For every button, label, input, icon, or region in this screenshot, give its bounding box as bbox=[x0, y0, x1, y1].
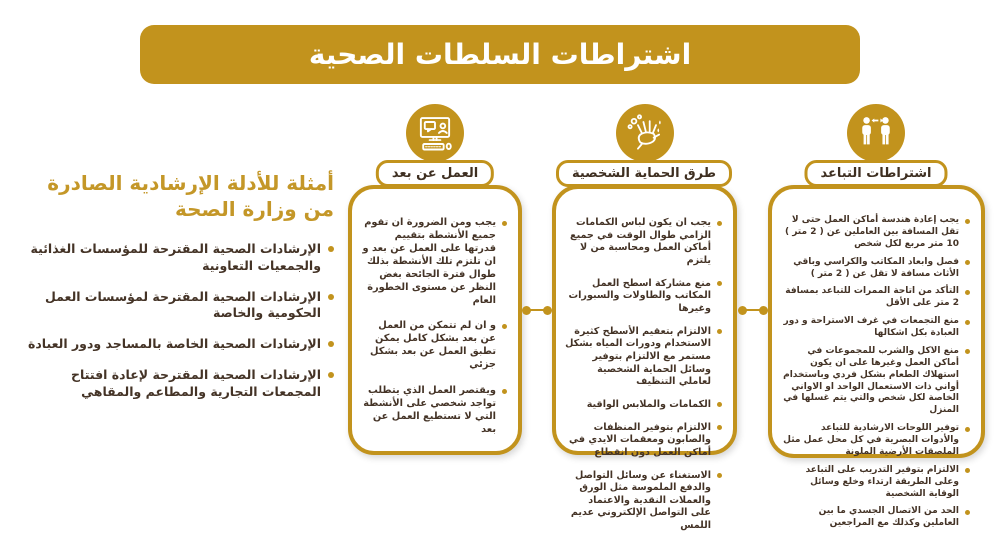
personal-protection-item-text: الاستغناء عن وسائل التواصل والدفع الملموسة مثل الورق والعملات النقدية والاعتماد على التواصل الإلكتروني عديم اللمس bbox=[570, 469, 711, 532]
personal-protection-box bbox=[552, 185, 737, 532]
distancing-item-text: يجب إعادة هندسة أماكن العمل حتى لا تقل المسافة بين العاملين عن ( 2 متر ) 10 متر مربع لكل شخص bbox=[784, 215, 959, 249]
distancing-item bbox=[781, 465, 970, 501]
personal-protection-item-text: يجب ان يكون لباس الكمامات الزامي طوال الوقت في جميع أماكن العمل ومحاسبة من لا يلتزم bbox=[570, 217, 711, 266]
personal-protection-item-text: الالتزام بتعقيم الأسطح كثيرة الاستخدام ودورات المياه بشكل مستمر مع الالتزام بتوفير وسائل الحماية الشخصية لعاملي التنظيف bbox=[565, 325, 711, 388]
bullet-dot-icon bbox=[965, 510, 970, 515]
guideline-item bbox=[14, 289, 334, 323]
remote-work-item bbox=[361, 385, 507, 437]
distancing-item-text: الحد من الاتصال الجسدي ما بين العاملين وكذلك مع المراجعين bbox=[818, 506, 959, 529]
social-distancing-icon bbox=[847, 104, 905, 162]
bullet-dot-icon bbox=[328, 294, 334, 300]
bullet-dot-icon bbox=[328, 372, 334, 378]
distancing-item bbox=[781, 506, 970, 530]
connector-line bbox=[738, 305, 768, 315]
guideline-item bbox=[14, 241, 334, 275]
distancing-item bbox=[781, 215, 970, 251]
guideline-item-text: الإرشادات الصحية المقترحة لإعادة افتتاح المجمعات التجارية والمطاعم والمقاهي bbox=[71, 367, 321, 400]
distancing-item bbox=[781, 346, 970, 417]
guideline-item-text: الإرشادات الصحية المقترحة للمؤسسات الغذائية والجمعيات التعاونية bbox=[30, 240, 321, 273]
main-title: اشتراطات السلطات الصحية bbox=[308, 38, 692, 71]
distancing-label: اشتراطات التباعد bbox=[820, 166, 932, 181]
distancing-item bbox=[781, 257, 970, 281]
bullet-dot-icon bbox=[717, 473, 722, 478]
bullet-dot-icon bbox=[965, 290, 970, 295]
hand-washing-icon bbox=[616, 104, 674, 162]
guideline-item bbox=[14, 336, 334, 353]
remote-work-item-text: ويقتصر العمل الذي يتطلب تواجد شخصي على الأنشطة التي لا تستطيع العمل عن بعد bbox=[363, 385, 496, 435]
bullet-dot-icon bbox=[965, 260, 970, 265]
personal-protection-label: طرق الحماية الشخصية bbox=[571, 166, 717, 181]
remote-work-label: العمل عن بعد bbox=[391, 166, 479, 181]
bullet-dot-icon bbox=[717, 221, 722, 226]
personal-protection-item bbox=[565, 470, 722, 533]
connector-dot-icon bbox=[543, 306, 552, 315]
personal-protection-item bbox=[565, 278, 722, 316]
remote-work-item bbox=[361, 320, 507, 372]
guideline-item-text: الإرشادات الصحية المقترحة لمؤسسات العمل الحكومية والخاصة bbox=[44, 288, 321, 321]
guideline-item bbox=[14, 367, 334, 401]
distancing-item-text: توفير اللوحات الارشادية للتباعد والأدوات البصرية في كل محل عمل مثل الملصقات الأرضية الملونة bbox=[783, 423, 959, 457]
bullet-dot-icon bbox=[328, 341, 334, 347]
distancing-item-text: فصل وابعاد المكاتب والكراسي وباقي الأثاث مسافة لا تقل عن ( 2 متر ) bbox=[793, 256, 959, 279]
connector-dot-icon bbox=[759, 306, 768, 315]
remote-work-monitor-icon bbox=[406, 104, 464, 162]
personal-protection-item-text: الالتزام بتوفير المنظفات والصابون ومعقمات الايدي في أماكن العمل دون انقطاع bbox=[569, 421, 711, 458]
distancing-item bbox=[781, 423, 970, 459]
personal-protection-item-text: منع مشاركة اسطح العمل المكاتب والطاولات والسبورات وغيرها bbox=[568, 277, 711, 314]
remote-work-item-text: يجب ومن الضرورة ان تقوم جميع الأنشطة بتقييم قدرتها على العمل عن بعد و ان تلتزم تلك الأنشطة بذلك طوال فترة الجائحة بغض النظر عن مستوى الخطورة العام bbox=[362, 217, 496, 306]
remote-work-item-text: و ان لم تتمكن من العمل عن بعد بشكل كامل يمكن تطبق العمل عن بعد بشكل جزئي bbox=[369, 320, 496, 371]
bullet-dot-icon bbox=[965, 219, 970, 224]
bullet-dot-icon bbox=[717, 329, 722, 334]
personal-protection-item bbox=[565, 217, 722, 268]
bullet-dot-icon bbox=[717, 402, 722, 407]
distancing-box bbox=[768, 185, 985, 529]
ministry-guidelines-section bbox=[14, 170, 334, 415]
remote-work-item bbox=[361, 217, 507, 307]
bullet-dot-icon bbox=[502, 324, 507, 329]
personal-protection-item bbox=[565, 422, 722, 460]
guideline-item-text: الإرشادات الصحية الخاصة بالمساجد ودور العبادة bbox=[28, 336, 321, 352]
personal-protection-label-pill bbox=[556, 160, 732, 187]
distancing-label-pill bbox=[804, 160, 947, 187]
bullet-dot-icon bbox=[965, 320, 970, 325]
distancing-item-text: التأكد من اتاحة الممرات للتباعد بمسافة 2 متر على الأقل bbox=[785, 286, 959, 309]
bullet-dot-icon bbox=[965, 468, 970, 473]
bullet-dot-icon bbox=[965, 427, 970, 432]
bullet-dot-icon bbox=[502, 389, 507, 394]
bullet-dot-icon bbox=[717, 281, 722, 286]
personal-protection-item bbox=[565, 399, 722, 412]
personal-protection-item bbox=[565, 326, 722, 389]
remote-work-label-pill bbox=[376, 160, 494, 187]
bullet-dot-icon bbox=[965, 349, 970, 354]
distancing-item-text: منع الاكل والشرب للمجموعات في أماكن العمل وغيرها على ان يكون استهلاك الطعام بشكل فردي وباستخدام أواني ذات الاستعمال الواحد او الاواني الخاصة لكل شخص والتي يتم غسلها في المنزل bbox=[783, 345, 959, 416]
bullet-dot-icon bbox=[328, 246, 334, 252]
personal-protection-items bbox=[556, 189, 733, 541]
bullet-dot-icon bbox=[717, 425, 722, 430]
distancing-items bbox=[772, 189, 981, 538]
distancing-item-text: الالتزام بتوفير التدريب على التباعد وعلى الطريقة ارتداء وخلع وسائل الوقاية الشخصية bbox=[805, 464, 959, 499]
remote-work-items bbox=[352, 189, 518, 445]
connector-line bbox=[522, 305, 552, 315]
bullet-dot-icon bbox=[502, 221, 507, 226]
main-title-banner bbox=[140, 25, 860, 84]
remote-work-box bbox=[348, 185, 522, 455]
distancing-item bbox=[781, 316, 970, 340]
personal-protection-item-text: الكمامات والملابس الواقية bbox=[586, 398, 711, 410]
distancing-item-text: منع التجمعات في غرف الاستراحة و دور العبادة بكل اشكالها bbox=[783, 316, 959, 338]
guidelines-list bbox=[14, 241, 334, 401]
distancing-item bbox=[781, 286, 970, 310]
guidelines-heading: أمثلة للأدلة الإرشادية الصادرة من وزارة الصحة bbox=[47, 171, 334, 222]
